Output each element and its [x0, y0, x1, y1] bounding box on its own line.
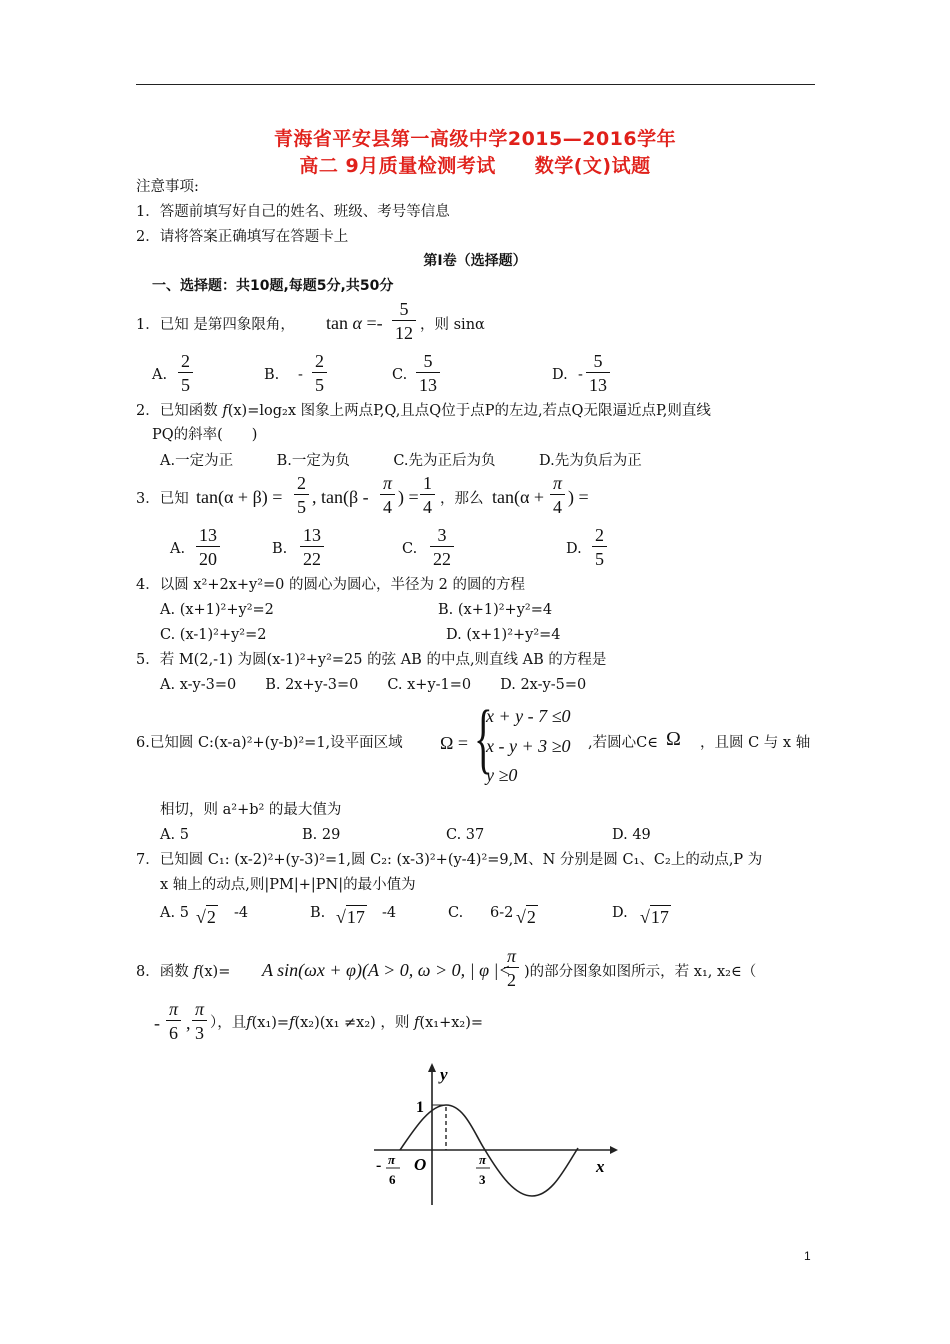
q3-option-b: $\frac{13}{22}$ — [300, 526, 324, 568]
title-line-1: 青海省平安县第一高级中学2015—2016学年 — [273, 128, 677, 150]
q8-interval-minus: - — [154, 1013, 160, 1033]
q8-stem-3: ），且f(x₁)=f(x₂)(x₁ ≠x₂) ，则 f(x₁+x₂)= — [210, 1015, 484, 1031]
q8-stem: 8．函数 f(x)= — [136, 964, 231, 980]
q6-omega: Ω = — [440, 733, 469, 753]
q1-option-b: $\frac{2}{5}$ — [312, 352, 327, 394]
q3-number: 3．已知 — [136, 491, 189, 507]
q1-fraction: $\frac{5}{12}$ — [392, 300, 416, 342]
q3-option-d-label: D. — [566, 541, 582, 557]
header-rule — [136, 84, 815, 85]
q1-option-d-label: D. — [552, 367, 568, 383]
notice-heading: 注意事项: — [136, 179, 199, 195]
q5-stem: 5．若 M(2,-1) 为圆(x-1)²+y²=25 的弦 AB 的中点,则直线 AB 的方程是 — [136, 652, 607, 668]
q3-frac-1: $\frac{2}{5}$ — [294, 474, 309, 516]
q2-options: A.一定为正 B.一定为负 C.先为正后为负 D.先为负后为正 — [160, 453, 642, 469]
q1-option-a: $\frac{2}{5}$ — [178, 352, 193, 394]
part1-heading: 第I卷（选择题） — [423, 253, 527, 269]
q8-phi-bound: $\frac{\pi}{2}$ — [504, 947, 519, 989]
q1-option-d: $\frac{5}{13}$ — [586, 352, 610, 394]
q4-option-b: B. (x+1)²+y²=4 — [438, 602, 553, 618]
origin-label: O — [414, 1155, 427, 1174]
q8-expression: A sin(ωx + φ)(A > 0, ω > 0, | φ |< — [262, 960, 511, 980]
q4-option-a: A. (x+1)²+y²=2 — [160, 602, 274, 618]
q7-option-c-root: √2 — [516, 907, 536, 927]
q7-option-b-root: √17 — [336, 907, 365, 927]
q6-inequality-1: x + y - 7 ≤0 — [486, 706, 571, 726]
y-label: y — [440, 1065, 448, 1084]
q4-stem: 4．以圆 x²+2x+y²=0 的圆心为圆心，半径为 2 的圆的方程 — [136, 577, 525, 593]
q3-frac-3: $\frac{1}{4}$ — [420, 474, 435, 516]
q6-omega-2: Ω — [666, 728, 681, 750]
q5-options: A. x-y-3=0 B. 2x+y-3=0 C. x+y-1=0 D. 2x-y-5=0 — [160, 677, 587, 693]
neg-tick-num: π — [388, 1152, 396, 1167]
q6-stem: 6.已知圆 C:(x-a)²+(y-b)²=1,设平面区域 — [136, 735, 403, 751]
q7-option-d-label: D. — [612, 905, 628, 921]
sine-graph — [360, 1060, 620, 1210]
q1-stem-end: ，则 sinα — [420, 317, 485, 333]
q3-frac-4: $\frac{\pi}{4}$ — [550, 474, 565, 516]
q6-option-d: D. 49 — [612, 827, 651, 843]
q1-option-d-sign: - — [578, 367, 583, 383]
q8-interval-left: $\frac{\pi}{6}$ — [166, 1000, 181, 1042]
q7-stem-line-2: x 轴上的动点,则|PM|+|PN|的最小值为 — [160, 877, 416, 893]
q3-frac-2: $\frac{\pi}{4}$ — [380, 474, 395, 516]
neg-tick-sign: - — [376, 1157, 382, 1174]
x-label: x — [596, 1157, 605, 1176]
q3-expr-5: ) = — [568, 487, 589, 507]
q2-stem-line-2: PQ的斜率( ) — [152, 427, 258, 443]
title-line-2: 高二 9月质量检测考试 数学(文)试题 — [299, 155, 651, 177]
q6-inequality-3: y ≥0 — [486, 765, 518, 785]
q7-option-a-tail: -4 — [234, 905, 249, 921]
q6-inequality-2: x - y + 3 ≥0 — [486, 736, 571, 756]
q6-option-b: B. 29 — [302, 827, 341, 843]
q6-option-c: C. 37 — [446, 827, 485, 843]
q8-interval-comma: , — [186, 1013, 191, 1033]
q1-option-a-label: A. — [152, 367, 168, 383]
q2-stem: 2．已知函数 f(x)=log₂x 图象上两点P,Q,且点Q位于点P的左边,若点Q无限逼近点P,则直线 — [136, 403, 711, 419]
y-axis-arrow-icon — [428, 1063, 436, 1072]
q8-stem-2: )的部分图象如图所示，若 x₁, x₂∈（ — [524, 964, 757, 980]
q3-expr-3: ) = — [398, 487, 419, 507]
q7-option-b-label: B. — [310, 905, 326, 921]
notice-item-2: 2．请将答案正确填写在答题卡上 — [136, 229, 349, 245]
pos-tick-den: 3 — [479, 1172, 486, 1187]
notice-item-1: 1．答题前填写好自己的姓名、班级、考号等信息 — [136, 204, 450, 220]
q7-option-d-root: √17 — [640, 907, 669, 927]
q3-option-c: $\frac{3}{22}$ — [430, 526, 454, 568]
page-number: 1 — [804, 1249, 811, 1263]
y-one-label: 1 — [416, 1099, 424, 1116]
q1-option-b-label: B. — [264, 367, 280, 383]
q6-option-a: A. 5 — [160, 827, 189, 843]
q3-option-b-label: B. — [272, 541, 288, 557]
q4-option-d: D. (x+1)²+y²=4 — [446, 627, 561, 643]
q3-option-a-label: A. — [170, 541, 186, 557]
q7-option-a-label: A. 5 — [160, 905, 189, 921]
q3-mid-text: ，那么 — [440, 491, 484, 507]
q6-brace: { — [474, 694, 493, 781]
x-axis-arrow-icon — [610, 1146, 618, 1154]
q3-expr-2: , tan(β - — [312, 487, 369, 507]
pos-tick-num: π — [479, 1152, 487, 1167]
q3-option-a: $\frac{13}{20}$ — [196, 526, 220, 568]
q1-option-c: $\frac{5}{13}$ — [416, 352, 440, 394]
q7-option-b-tail: -4 — [382, 905, 397, 921]
q7-option-c-label: C. — [448, 905, 464, 921]
q6-stem-3: ，且圆 C 与 x 轴 — [700, 735, 811, 751]
q1-option-b-sign: - — [298, 367, 303, 383]
q1-stem: 1．已知 是第四象限角， — [136, 317, 295, 333]
q7-stem: 7．已知圆 C₁: (x-2)²+(y-3)²=1,圆 C₂: (x-3)²+(y-4)²=9,M、N 分别是圆 C₁、C₂上的动点,P 为 — [136, 852, 763, 868]
q3-expr-1: tan(α + β) = — [196, 487, 283, 507]
q7-option-a-root: √2 — [196, 907, 216, 927]
q3-option-c-label: C. — [402, 541, 418, 557]
q1-option-c-label: C. — [392, 367, 408, 383]
q6-stem-line-2: 相切，则 a²+b² 的最大值为 — [160, 802, 342, 818]
section-heading: 一、选择题：共10题,每题5分,共50分 — [152, 278, 394, 294]
q8-interval-right: $\frac{\pi}{3}$ — [192, 1000, 207, 1042]
q4-option-c: C. (x-1)²+y²=2 — [160, 627, 267, 643]
neg-tick-den: 6 — [389, 1172, 396, 1187]
q6-stem-2: ,若圆心C∈ — [588, 735, 658, 751]
q3-option-d: $\frac{2}{5}$ — [592, 526, 607, 568]
q3-expr-4: tan(α + — [492, 487, 545, 507]
q7-option-c-lead: 6-2 — [490, 905, 514, 921]
q1-tan: tan α =- — [326, 313, 383, 333]
